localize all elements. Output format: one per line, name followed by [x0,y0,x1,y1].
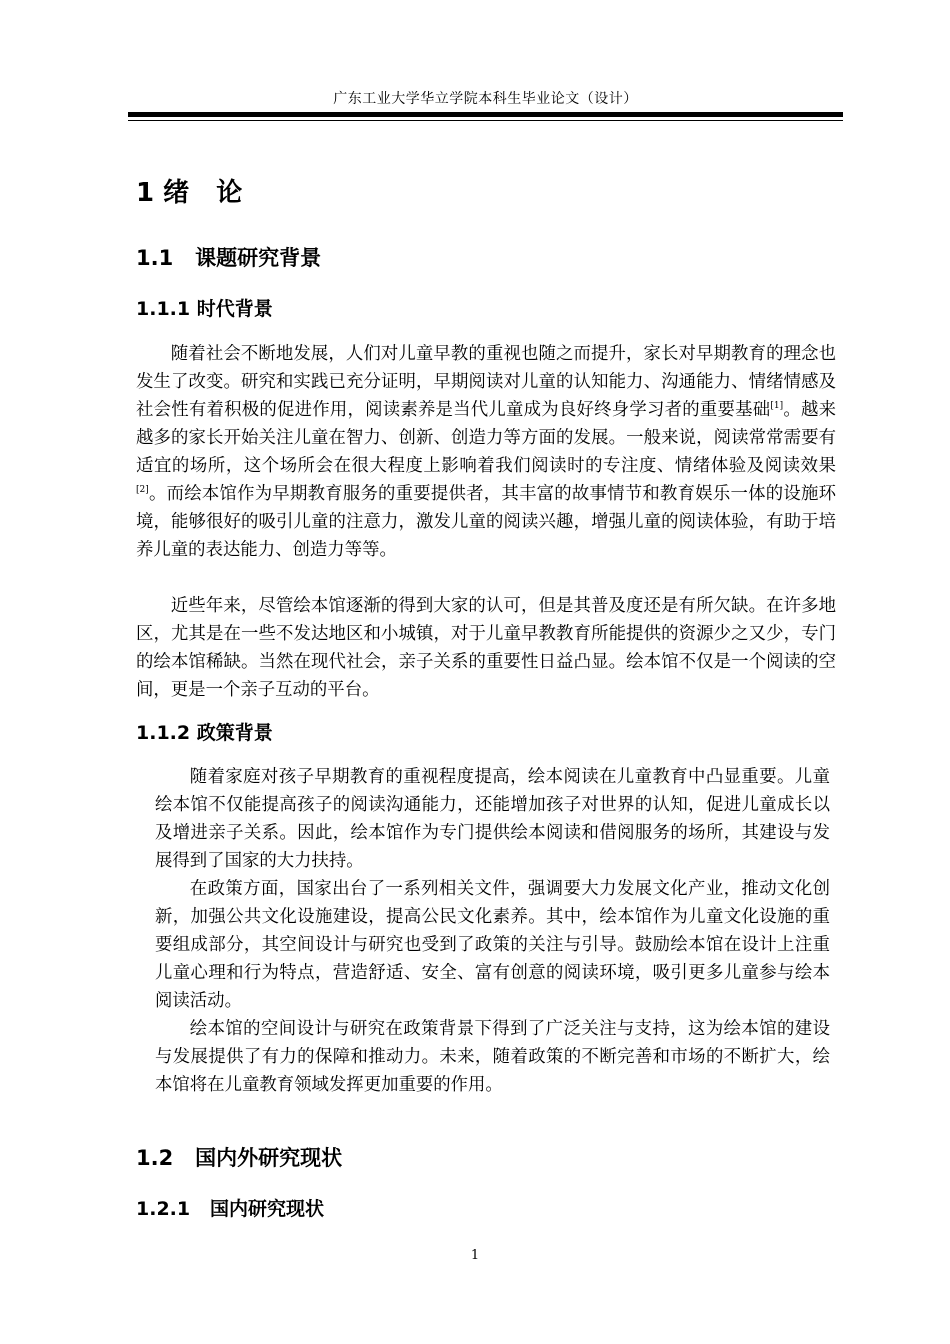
subsection-1-1-1-title: 1.1.1 时代背景 [136,298,273,320]
paragraph-text: 随着社会不断地发展，人们对儿童早教的重视也随之而提升，家长对早期教育的理念也发生了改变。研究和实践已充分证明，早期阅读对儿童的认知能力、沟通能力、情绪情感及社会性有着积极的促进作用，阅读素养是当代儿童成为良好终身学习者的重要基础 [136,344,836,420]
paragraph-era-background-1 [136,340,836,564]
section-1-2-title: 1.2 国内外研究现状 [136,1146,343,1170]
citation-ref: [2] [136,485,149,496]
subsection-1-1-2-title: 1.1.2 政策背景 [136,722,273,744]
paragraph-text: 。越来越多的家长开始关注儿童在智力、创新、创造力等方面的发展。一般来说，阅读常常需要有适宜的场所，这个场所会在很大程度上影响着我们阅读时的专注度、情绪体验及阅读效果 [136,400,836,476]
chapter-title: 1 绪 论 [136,178,243,208]
paragraph-era-background-2: 近些年来，尽管绘本馆逐渐的得到大家的认可，但是其普及度还是有所欠缺。在许多地区，尤其是在一些不发达地区和小城镇，对于儿童早教教育所能提供的资源少之又少，专门的绘本馆稀缺。当然在现代社会，亲子关系的重要性日益凸显。绘本馆不仅是一个阅读的空间，更是一个亲子互动的平台。 [136,596,836,700]
header-rule-thin [128,120,843,121]
page-number: 1 [470,1248,480,1263]
citation-ref: [1] [770,401,784,412]
paragraph-policy-background-3: 绘本馆的空间设计与研究在政策背景下得到了广泛关注与支持，这为绘本馆的建设与发展提供了有力的保障和推动力。未来，随着政策的不断完善和市场的不断扩大，绘本馆将在儿童教育领域发挥更加重要的作用。 [155,1019,830,1095]
paragraph-text: 。而绘本馆作为早期教育服务的重要提供者，其丰富的故事情节和教育娱乐一体的设施环境，能够很好的吸引儿童的注意力，激发儿童的阅读兴趣，增强儿童的阅读体验，有助于培养儿童的表达能力、创造力等等。 [136,484,836,560]
paragraph-policy-background-1: 随着家庭对孩子早期教育的重视程度提高，绘本阅读在儿童教育中凸显重要。儿童绘本馆不仅能提高孩子的阅读沟通能力，还能增加孩子对世界的认知，促进儿童成长以及增进亲子关系。因此，绘本馆作为专门提供绘本阅读和借阅服务的场所，其建设与发展得到了国家的大力扶持。 [155,767,830,871]
paragraph-policy-background-2: 在政策方面，国家出台了一系列相关文件，强调要大力发展文化产业，推动文化创新，加强公共文化设施建设，提高公民文化素养。其中，绘本馆作为儿童文化设施的重要组成部分，其空间设计与研究也受到了政策的关注与引导。鼓励绘本馆在设计上注重儿童心理和行为特点，营造舒适、安全、富有创意的阅读环境，吸引更多儿童参与绘本阅读活动。 [155,879,830,1011]
section-1-1-title: 1.1 课题研究背景 [136,246,322,270]
header-rule-thick [128,112,843,117]
running-header: 广东工业大学华立学院本科生毕业论文（设计） [333,91,638,107]
subsection-1-2-1-title: 1.2.1 国内研究现状 [136,1198,324,1220]
